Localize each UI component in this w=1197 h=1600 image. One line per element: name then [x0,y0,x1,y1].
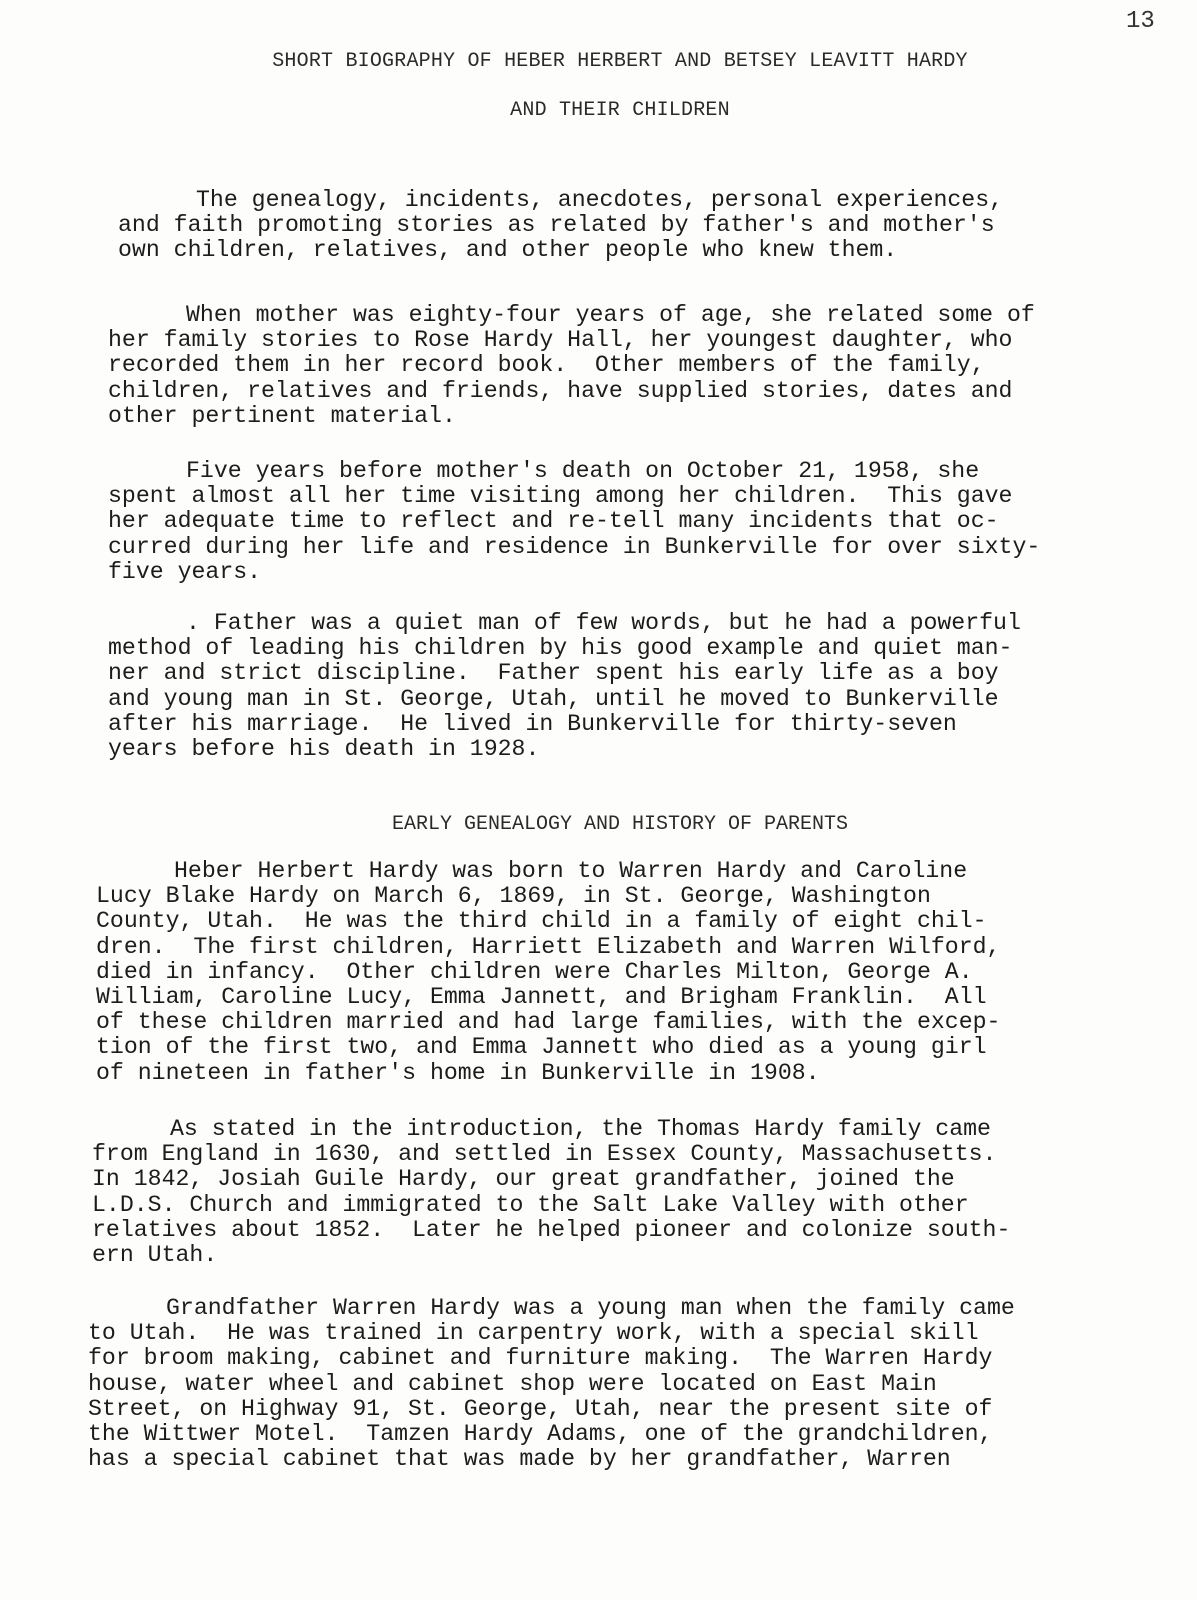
text-line: County, Utah. He was the third child in a family of eight chil- [96,908,987,935]
text-line: Five years before mother's death on October 21, 1958, she [186,458,980,484]
text-line: from England in 1630, and settled in Essex County, Massachusetts. [92,1141,997,1168]
text-line: L.D.S. Church and immigrated to the Salt Lake Valley with other [92,1191,969,1218]
section-heading: EARLY GENEALOGY AND HISTORY OF PARENTS [391,813,849,836]
text-line: When mother was eighty-four years of age, she related some of [186,302,1035,328]
paragraph-grandfather-warren [88,1296,1118,1472]
paragraph-mother-stories [108,303,1138,429]
paragraph-heber-birth [96,859,1126,1086]
page-number: 13 [1126,8,1155,35]
text-line: ner and strict discipline. Father spent his early life as a boy [108,660,999,687]
paragraph-introduction [118,188,1148,264]
text-line: relatives about 1852. Later he helped pioneer and colonize south- [92,1216,1011,1243]
text-line: of these children married and had large families, with the excep- [96,1009,1001,1036]
text-line: method of leading his children by his good example and quiet man- [108,635,1013,662]
paragraph-father [108,611,1138,762]
document-title-line-1: SHORT BIOGRAPHY OF HEBER HERBERT AND BETSEY LEAVITT HARDY [272,50,968,73]
text-line: for broom making, cabinet and furniture making. The Warren Hardy [88,1345,993,1372]
text-line: own children, relatives, and other people who knew them. [118,237,898,264]
text-line: other pertinent material. [108,402,456,429]
text-line: The genealogy, incidents, anecdotes, personal experiences, [196,187,1004,213]
text-line: her family stories to Rose Hardy Hall, her youngest daughter, who [108,327,1013,354]
document-title-line-2: AND THEIR CHILDREN [510,99,730,122]
text-line: of nineteen in father's home in Bunkerville in 1908. [96,1059,820,1086]
text-line: Street, on Highway 91, St. George, Utah, near the present site of [88,1395,993,1422]
text-line: and faith promoting stories as related by father's and mother's [118,212,995,239]
text-line: after his marriage. He lived in Bunkerville for thirty-seven [108,710,957,737]
text-line: died in infancy. Other children were Charles Milton, George A. [96,958,973,985]
text-line: ern Utah. [92,1241,218,1268]
text-line: In 1842, Josiah Guile Hardy, our great grandfather, joined the [92,1166,955,1193]
text-line: the Wittwer Motel. Tamzen Hardy Adams, one of the grandchildren, [88,1420,993,1447]
text-line: five years. [108,558,262,585]
text-line: William, Caroline Lucy, Emma Jannett, and Brigham Franklin. All [96,983,987,1010]
text-line: Grandfather Warren Hardy was a young man when the family came [166,1295,1015,1321]
text-line: to Utah. He was trained in carpentry work, with a special skill [88,1320,979,1347]
text-line: her adequate time to reflect and re-tell many incidents that oc- [108,508,999,535]
text-line: dren. The first children, Harriett Elizabeth and Warren Wilford, [96,933,1001,960]
paragraph-mother-death [108,459,1138,585]
text-line: Lucy Blake Hardy on March 6, 1869, in St. George, Washington [96,883,931,910]
text-line: curred during her life and residence in Bunkerville for over sixty- [108,533,1041,560]
text-line: house, water wheel and cabinet shop were located on East Main [88,1370,937,1397]
text-line: spent almost all her time visiting among her children. This gave [108,483,1013,510]
text-line: tion of the first two, and Emma Jannett who died as a young girl [96,1034,987,1061]
paragraph-thomas-hardy-family [92,1117,1122,1268]
text-line: recorded them in her record book. Other members of the family, [108,352,985,379]
text-line: As stated in the introduction, the Thomas Hardy family came [170,1116,991,1142]
text-line: and young man in St. George, Utah, until he moved to Bunkerville [108,685,999,712]
text-line: has a special cabinet that was made by her grandfather, Warren [88,1446,951,1473]
text-line: children, relatives and friends, have supplied stories, dates and [108,377,1013,404]
text-line: years before his death in 1928. [108,735,540,762]
text-line: Heber Herbert Hardy was born to Warren Hardy and Caroline [174,858,968,884]
text-line: . Father was a quiet man of few words, but he had a powerful [186,610,1021,636]
